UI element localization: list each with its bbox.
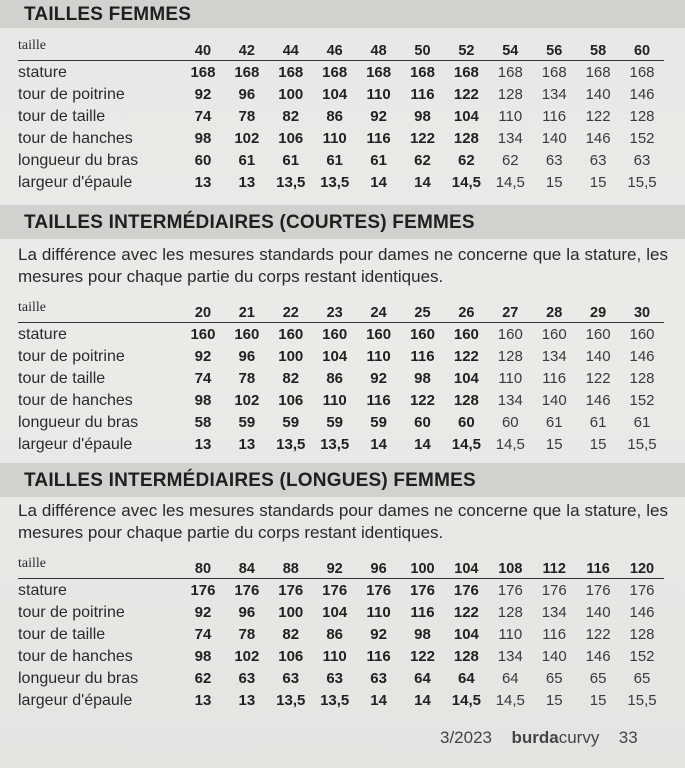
measure-cell: 122 xyxy=(409,648,435,665)
measure-label: tour de poitrine xyxy=(18,86,125,103)
measure-cell: 59 xyxy=(238,414,256,431)
measure-cell: 102 xyxy=(234,648,260,665)
measure-label: tour de taille xyxy=(18,108,106,125)
measure-cell: 106 xyxy=(278,392,304,409)
measure-cell: 13 xyxy=(238,692,256,709)
measure-cell: 82 xyxy=(282,626,300,643)
measure-cell: 128 xyxy=(629,370,655,387)
measure-cell: 116 xyxy=(366,392,391,409)
measure-cell: 100 xyxy=(278,604,304,621)
measure-cell: 122 xyxy=(585,626,611,643)
size-header-cell: 100 xyxy=(410,561,435,577)
measure-cell: 92 xyxy=(370,626,387,643)
size-table-intermediaires-longues xyxy=(18,556,664,711)
measure-cell: 140 xyxy=(585,86,611,103)
size-header-cell: 24 xyxy=(370,305,387,321)
measure-cell: 176 xyxy=(541,582,567,599)
measure-cell: 92 xyxy=(370,370,387,387)
size-header-cell: 108 xyxy=(498,561,523,577)
measure-cell: 110 xyxy=(366,604,391,621)
size-header-row xyxy=(18,38,664,61)
measure-cell: 63 xyxy=(589,152,607,169)
measure-cell: 152 xyxy=(629,392,655,409)
measure-cell: 74 xyxy=(194,370,212,387)
measure-cell: 78 xyxy=(238,108,256,125)
measure-cell: 116 xyxy=(542,370,567,387)
size-header-cell: 116 xyxy=(586,561,610,577)
measure-cell: 14 xyxy=(414,692,431,709)
measure-cell: 106 xyxy=(278,130,304,147)
measure-cell: 82 xyxy=(282,108,300,125)
measure-cell: 65 xyxy=(545,670,563,687)
measure-cell: 110 xyxy=(498,370,523,387)
size-header-cell: 58 xyxy=(590,43,607,59)
measure-cell: 15,5 xyxy=(627,174,657,191)
measure-cell: 102 xyxy=(234,130,260,147)
size-header-cell: 80 xyxy=(194,561,212,577)
measure-cell: 62 xyxy=(501,152,519,169)
measure-cell: 152 xyxy=(629,648,655,665)
measure-cell: 116 xyxy=(410,348,435,365)
measure-cell: 140 xyxy=(541,648,567,665)
measure-cell: 128 xyxy=(497,86,523,103)
measure-cell: 61 xyxy=(370,152,387,169)
measure-cell: 61 xyxy=(238,152,256,169)
measure-row xyxy=(18,623,664,645)
measure-cell: 116 xyxy=(366,130,391,147)
measure-cell: 98 xyxy=(194,648,212,665)
size-header-label: taille xyxy=(18,38,46,53)
measure-cell: 110 xyxy=(366,86,391,103)
size-header-cell: 23 xyxy=(326,305,343,321)
measure-cell: 104 xyxy=(322,348,348,365)
measure-cell: 128 xyxy=(453,130,479,147)
measure-cell: 116 xyxy=(542,626,567,643)
measure-cell: 13 xyxy=(194,436,212,453)
measure-cell: 65 xyxy=(589,670,607,687)
measure-cell: 168 xyxy=(497,64,523,81)
size-header-cell: 52 xyxy=(458,43,475,59)
measure-cell: 160 xyxy=(278,326,304,343)
measure-cell: 63 xyxy=(633,152,651,169)
size-header-cell: 120 xyxy=(629,561,655,577)
size-header-label: taille xyxy=(18,556,46,571)
measure-cell: 106 xyxy=(278,648,304,665)
page-number: 33 xyxy=(618,728,638,747)
measure-cell: 122 xyxy=(453,604,479,621)
measure-row xyxy=(18,83,664,105)
measure-row xyxy=(18,389,664,411)
size-header-row xyxy=(18,556,664,579)
measure-cell: 98 xyxy=(194,130,212,147)
measure-row xyxy=(18,323,664,345)
measure-cell: 160 xyxy=(585,326,611,343)
measure-cell: 128 xyxy=(453,648,479,665)
measure-cell: 63 xyxy=(370,670,387,687)
measure-cell: 168 xyxy=(190,64,216,81)
size-header-cell: 26 xyxy=(458,305,475,321)
measure-cell: 160 xyxy=(497,326,523,343)
measure-cell: 128 xyxy=(629,108,655,125)
measure-cell: 146 xyxy=(629,348,655,365)
measure-cell: 116 xyxy=(366,648,391,665)
measure-cell: 13 xyxy=(194,692,212,709)
measure-cell: 14,5 xyxy=(495,436,525,453)
measure-cell: 128 xyxy=(497,348,523,365)
measure-cell: 160 xyxy=(409,326,435,343)
measure-cell: 160 xyxy=(453,326,479,343)
measure-cell: 61 xyxy=(326,152,344,169)
size-header-cell: 22 xyxy=(282,305,299,321)
measure-cell: 13,5 xyxy=(320,692,350,709)
measure-label: stature xyxy=(18,326,67,343)
measure-cell: 14 xyxy=(414,174,431,191)
measure-cell: 160 xyxy=(234,326,260,343)
measure-cell: 62 xyxy=(414,152,431,169)
measure-cell: 122 xyxy=(585,370,611,387)
measure-cell: 176 xyxy=(409,582,435,599)
size-header-cell: 27 xyxy=(502,305,519,321)
measure-cell: 14 xyxy=(370,436,387,453)
measure-cell: 140 xyxy=(585,604,611,621)
measure-cell: 168 xyxy=(366,64,392,81)
measure-cell: 140 xyxy=(585,348,611,365)
measure-cell: 15 xyxy=(545,692,563,709)
size-header-row xyxy=(18,300,664,323)
page-footer xyxy=(440,728,638,748)
measure-cell: 110 xyxy=(322,392,347,409)
measure-cell: 82 xyxy=(282,370,300,387)
measure-cell: 14 xyxy=(414,436,431,453)
measure-cell: 92 xyxy=(194,604,212,621)
measure-cell: 92 xyxy=(370,108,387,125)
measure-cell: 100 xyxy=(278,86,304,103)
measure-cell: 128 xyxy=(453,392,479,409)
measure-cell: 98 xyxy=(414,108,431,125)
measure-cell: 146 xyxy=(629,86,655,103)
measure-cell: 61 xyxy=(633,414,651,431)
measure-cell: 60 xyxy=(194,152,212,169)
size-header-cell: 56 xyxy=(546,43,563,59)
measure-cell: 96 xyxy=(238,86,256,103)
measure-cell: 15 xyxy=(589,436,607,453)
measure-cell: 15 xyxy=(589,174,607,191)
measure-cell: 61 xyxy=(589,414,607,431)
measure-cell: 116 xyxy=(410,86,435,103)
measure-cell: 13 xyxy=(238,174,256,191)
measure-cell: 122 xyxy=(453,348,479,365)
measure-label: longueur du bras xyxy=(18,670,139,687)
measure-cell: 176 xyxy=(278,582,304,599)
measure-cell: 160 xyxy=(366,326,392,343)
measure-row xyxy=(18,345,664,367)
measure-cell: 62 xyxy=(194,670,212,687)
measure-cell: 62 xyxy=(458,152,475,169)
measure-cell: 134 xyxy=(497,392,523,409)
measure-cell: 63 xyxy=(282,670,300,687)
measure-cell: 13,5 xyxy=(276,436,306,453)
measure-cell: 168 xyxy=(409,64,435,81)
measure-row xyxy=(18,171,664,193)
measure-cell: 59 xyxy=(370,414,387,431)
measure-cell: 64 xyxy=(501,670,519,687)
measure-cell: 140 xyxy=(541,392,567,409)
size-header-cell: 20 xyxy=(194,305,212,321)
measure-label: stature xyxy=(18,64,67,81)
measure-cell: 128 xyxy=(629,626,655,643)
measure-cell: 116 xyxy=(410,604,435,621)
measure-cell: 122 xyxy=(409,130,435,147)
size-table-tailles-femmes xyxy=(18,38,664,193)
measure-cell: 64 xyxy=(414,670,431,687)
measure-cell: 60 xyxy=(414,414,431,431)
measure-row xyxy=(18,667,664,689)
measure-cell: 146 xyxy=(585,392,611,409)
measure-cell: 60 xyxy=(501,414,519,431)
measure-cell: 176 xyxy=(322,582,348,599)
measure-cell: 128 xyxy=(497,604,523,621)
measure-label: longueur du bras xyxy=(18,152,139,169)
measure-cell: 102 xyxy=(234,392,260,409)
measure-cell: 13,5 xyxy=(320,174,350,191)
measure-cell: 14 xyxy=(370,174,387,191)
measure-cell: 92 xyxy=(194,348,212,365)
measure-row xyxy=(18,127,664,149)
measure-cell: 116 xyxy=(542,108,567,125)
measure-cell: 86 xyxy=(326,370,344,387)
measure-row xyxy=(18,105,664,127)
size-table-intermediaires-courtes xyxy=(18,300,664,455)
measure-cell: 160 xyxy=(541,326,567,343)
section-title-intermediaires-courtes: TAILLES INTERMÉDIAIRES (COURTES) FEMMES xyxy=(0,205,685,239)
measure-label: tour de hanches xyxy=(18,648,133,665)
measure-cell: 15 xyxy=(589,692,607,709)
measure-label: tour de poitrine xyxy=(18,604,125,621)
measure-cell: 63 xyxy=(326,670,344,687)
measure-cell: 168 xyxy=(629,64,655,81)
size-header-cell: 96 xyxy=(370,561,387,577)
measure-cell: 13,5 xyxy=(320,436,350,453)
measure-cell: 134 xyxy=(541,348,567,365)
measure-cell: 58 xyxy=(194,414,212,431)
measure-cell: 15,5 xyxy=(627,692,657,709)
measure-cell: 13 xyxy=(194,174,212,191)
measure-cell: 110 xyxy=(322,648,347,665)
measure-label: tour de hanches xyxy=(18,130,133,147)
measure-cell: 168 xyxy=(453,64,479,81)
measure-cell: 96 xyxy=(238,604,256,621)
measure-cell: 168 xyxy=(585,64,611,81)
measure-cell: 65 xyxy=(633,670,651,687)
measure-cell: 140 xyxy=(541,130,567,147)
measure-cell: 14,5 xyxy=(451,436,481,453)
size-header-cell: 40 xyxy=(194,43,212,59)
issue-number: 3/2023 xyxy=(440,728,492,747)
size-header-cell: 25 xyxy=(414,305,431,321)
size-header-cell: 54 xyxy=(502,43,519,59)
measure-cell: 78 xyxy=(238,370,256,387)
measure-cell: 176 xyxy=(366,582,392,599)
measure-cell: 15 xyxy=(545,174,563,191)
measure-cell: 96 xyxy=(238,348,256,365)
measure-label: largeur d'épaule xyxy=(18,436,133,453)
size-header-label: taille xyxy=(18,300,46,315)
measure-cell: 14 xyxy=(370,692,387,709)
measure-row xyxy=(18,433,664,455)
measure-cell: 110 xyxy=(322,130,347,147)
size-header-cell: 50 xyxy=(414,43,431,59)
measure-cell: 15,5 xyxy=(627,436,657,453)
measure-row xyxy=(18,689,664,711)
measure-cell: 146 xyxy=(585,130,611,147)
size-header-cell: 30 xyxy=(633,305,651,321)
measure-cell: 176 xyxy=(497,582,523,599)
intro-text-longues: La différence avec les mesures standards pour dames ne concerne que la stature, les mesures pour chaque partie du corps restant identiques. xyxy=(18,501,668,542)
measure-cell: 14,5 xyxy=(495,174,525,191)
measure-cell: 168 xyxy=(322,64,348,81)
size-header-cell: 21 xyxy=(238,305,255,321)
measure-cell: 168 xyxy=(234,64,260,81)
measure-row xyxy=(18,645,664,667)
measure-cell: 110 xyxy=(498,108,523,125)
size-header-cell: 104 xyxy=(454,561,479,577)
measure-cell: 122 xyxy=(585,108,611,125)
measure-cell: 59 xyxy=(282,414,300,431)
measure-cell: 14,5 xyxy=(451,174,481,191)
measure-label: tour de poitrine xyxy=(18,348,125,365)
measure-cell: 15 xyxy=(545,436,563,453)
measure-label: largeur d'épaule xyxy=(18,174,133,191)
size-header-cell: 29 xyxy=(590,305,607,321)
measure-cell: 152 xyxy=(629,130,655,147)
measure-cell: 61 xyxy=(282,152,300,169)
measure-cell: 61 xyxy=(545,414,563,431)
brand-logo-burda: burda xyxy=(511,728,559,747)
measure-cell: 13,5 xyxy=(276,692,306,709)
measure-label: stature xyxy=(18,582,67,599)
measure-cell: 160 xyxy=(322,326,348,343)
measure-cell: 160 xyxy=(629,326,655,343)
measure-cell: 110 xyxy=(498,626,523,643)
measure-cell: 104 xyxy=(453,108,479,125)
measure-cell: 60 xyxy=(458,414,475,431)
measure-cell: 13,5 xyxy=(276,174,306,191)
measure-cell: 104 xyxy=(322,604,348,621)
measure-cell: 104 xyxy=(453,370,479,387)
measure-cell: 146 xyxy=(585,648,611,665)
measure-label: tour de hanches xyxy=(18,392,133,409)
measure-cell: 122 xyxy=(409,392,435,409)
size-header-cell: 112 xyxy=(542,561,566,577)
measure-cell: 14,5 xyxy=(451,692,481,709)
section-title-tailles-femmes: TAILLES FEMMES xyxy=(0,0,685,28)
measure-cell: 13 xyxy=(238,436,256,453)
measure-cell: 98 xyxy=(414,370,431,387)
size-header-cell: 48 xyxy=(370,43,387,59)
measure-cell: 100 xyxy=(278,348,304,365)
measure-cell: 104 xyxy=(322,86,348,103)
section-title-intermediaires-longues: TAILLES INTERMÉDIAIRES (LONGUES) FEMMES xyxy=(0,463,685,497)
measure-cell: 98 xyxy=(414,626,431,643)
measure-row xyxy=(18,149,664,171)
measure-cell: 86 xyxy=(326,108,344,125)
measure-cell: 134 xyxy=(541,604,567,621)
measure-cell: 63 xyxy=(238,670,256,687)
measure-label: largeur d'épaule xyxy=(18,692,133,709)
measure-cell: 176 xyxy=(629,582,655,599)
measure-label: tour de taille xyxy=(18,370,106,387)
brand-logo-curvy: curvy xyxy=(558,728,600,747)
size-header-cell: 92 xyxy=(326,561,343,577)
measure-row xyxy=(18,411,664,433)
measure-cell: 134 xyxy=(541,86,567,103)
measure-row xyxy=(18,367,664,389)
measure-cell: 146 xyxy=(629,604,655,621)
measure-cell: 64 xyxy=(458,670,475,687)
measure-cell: 168 xyxy=(278,64,304,81)
measure-row xyxy=(18,579,664,601)
measure-cell: 86 xyxy=(326,626,344,643)
measure-cell: 92 xyxy=(194,86,212,103)
measure-row xyxy=(18,61,664,83)
measure-label: longueur du bras xyxy=(18,414,139,431)
measure-cell: 176 xyxy=(190,582,216,599)
measure-cell: 74 xyxy=(194,626,212,643)
size-header-cell: 42 xyxy=(238,43,255,59)
measure-cell: 134 xyxy=(497,648,523,665)
measure-cell: 74 xyxy=(194,108,212,125)
measure-cell: 122 xyxy=(453,86,479,103)
measure-cell: 176 xyxy=(453,582,479,599)
measure-cell: 160 xyxy=(190,326,216,343)
measure-label: tour de taille xyxy=(18,626,106,643)
intro-text-courtes: La différence avec les mesures standards pour dames ne concerne que la stature, les mesures pour chaque partie du corps restant identiques. xyxy=(18,245,668,286)
measure-cell: 134 xyxy=(497,130,523,147)
measure-row xyxy=(18,601,664,623)
measure-cell: 14,5 xyxy=(495,692,525,709)
size-header-cell: 60 xyxy=(633,43,651,59)
size-header-cell: 84 xyxy=(238,561,255,577)
size-header-cell: 46 xyxy=(326,43,343,59)
measure-cell: 110 xyxy=(366,348,391,365)
measure-cell: 168 xyxy=(541,64,567,81)
measure-cell: 78 xyxy=(238,626,256,643)
measure-cell: 176 xyxy=(234,582,260,599)
measure-cell: 63 xyxy=(545,152,563,169)
size-header-cell: 44 xyxy=(282,43,299,59)
measure-cell: 98 xyxy=(194,392,212,409)
size-header-cell: 28 xyxy=(546,305,563,321)
size-header-cell: 88 xyxy=(282,561,299,577)
measure-cell: 104 xyxy=(453,626,479,643)
measure-cell: 59 xyxy=(326,414,344,431)
measure-cell: 176 xyxy=(585,582,611,599)
